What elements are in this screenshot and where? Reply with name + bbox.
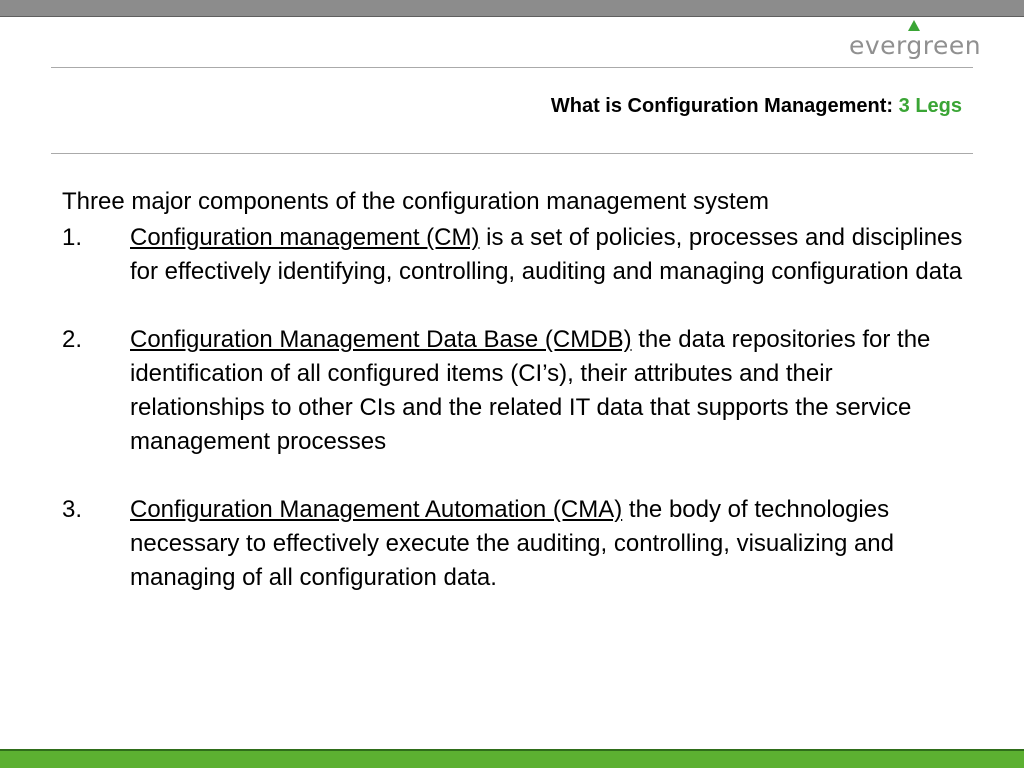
header-divider-top — [51, 67, 973, 68]
slide-title — [551, 95, 962, 118]
slide-title-accent: 3 Legs — [898, 95, 962, 117]
bottom-bar — [0, 749, 1024, 768]
list-number: 1. — [62, 224, 83, 251]
top-bar — [0, 0, 1024, 17]
slide-title-main: What is Configuration Management: — [550, 95, 899, 117]
list-number: 3. — [62, 496, 83, 523]
slide-body — [62, 185, 972, 629]
list-number: 2. — [62, 326, 83, 353]
list-item — [62, 493, 972, 595]
intro-text: Three major components of the configuration management system — [62, 188, 770, 215]
header-divider-bottom — [51, 153, 973, 154]
triangle-logo-icon — [908, 20, 920, 31]
list-description: is a set of policies, processes and disciplines for effectively identifying, controlling, auditing and managing configuration data — [130, 224, 963, 285]
list-term: Configuration management (CM) — [130, 224, 480, 251]
list-description: the body of technologies necessary to effectively execute the auditing, controlling, visualizing and managing of all configuration data. — [130, 496, 895, 591]
list-term: Configuration Management Automation (CMA) — [130, 496, 623, 523]
logo-text: evergreen — [849, 31, 982, 60]
list-term: Configuration Management Data Base (CMDB) — [130, 326, 632, 353]
evergreen-logo — [849, 18, 982, 64]
list-description: the data repositories for the identification of all configured items (CI’s), their attributes and their relationships to other CIs and the related IT data that supports the service management processes — [130, 326, 931, 455]
list-item — [62, 221, 972, 289]
list-item — [62, 323, 972, 459]
